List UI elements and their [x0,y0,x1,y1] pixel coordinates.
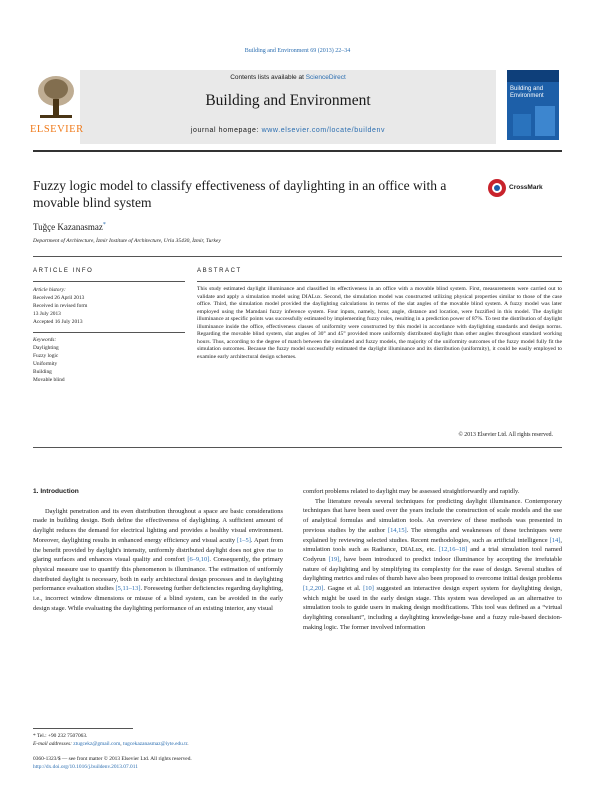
keyword-item: Movable blind [33,376,65,383]
homepage-link[interactable]: www.elsevier.com/locate/buildenv [261,127,386,134]
keywords-rule [33,332,185,333]
article-title: Fuzzy logic model to classify effectiveness of daylighting in an office with a movable blind system [33,178,447,210]
abstract-rule [197,281,562,282]
crossmark-icon [487,178,507,198]
header-rule [33,150,562,152]
citation-link[interactable]: [14] [549,536,561,544]
revised-date: 13 July 2013 [33,311,61,317]
article-info-rule [33,281,185,282]
abstract-text: This study estimated daylight illuminance and classified its effectiveness in an office with a movable blind system. First, measurements were carried out to validate and apply a simulation model using DIALux. Second, the simulation model was constructed utilizing physical properties similar to those of the case office. Third, the simulation model provided the daylighting calculations in terms of the slat angles of the movable blind system. A fuzzy model was later employed using the Mamdani fuzzy inference system. Four inputs, namely, hour, angle, distance and location, were fuzzified in this model. The daylight illuminance at specific points was successfully estimated by implementing fuzzy rules, resulting in a prediction power of 87%. To test the distribution of daylight illuminance inside the office, effectiveness classes of uniformity were constructed by this model in accordance with daylighting standards and design norms. Regarding the movable blind system, slat angles of 30° and 45° provided more uniformly distributed daylight than other angles throughout standard working hours. Thus, according to the degree of match between the simulated and fuzzy models, the majority of the uniformity outcomes of the fuzzy model fully fit the simulation outcomes. Because the fuzzy model successfully estimated the daylight illuminance and its distribution (uniformity), it could be easily employed to examine early architectural design schemes. [197,286,562,360]
footnote-emails: E-mail addresses: ztugcekz@gmail.com, tugcekazanasmaz@iyte.edu.tr. [33,741,189,747]
body-right-column [303,487,562,633]
keyword-item: Building [33,368,52,375]
citation-link[interactable]: [14,15] [387,526,407,534]
keywords-label: Keywords: [33,336,57,343]
footnote-phone: * Tel.: +90 232 7507063. [33,733,88,739]
accepted-date: Accepted 16 July 2013 [33,319,83,325]
sciencedirect-link[interactable]: ScienceDirect [305,74,346,81]
elsevier-tree-logo [34,73,78,121]
article-info-heading: ARTICLE INFO [33,268,94,274]
affiliation-rule [33,256,562,257]
author-footnote [33,732,293,748]
journal-cover-image [507,70,559,140]
keyword-item: Uniformity [33,360,58,367]
article-info-panel [33,286,183,384]
section-heading: 1. Introduction [33,488,79,495]
email-link[interactable]: tugcekazanasmaz@iyte.edu.tr [122,741,188,747]
abstract-copyright: © 2013 Elsevier Ltd. All rights reserved. [458,432,553,438]
journal-citation: Building and Environment 69 (2013) 22–34 [244,48,351,54]
publisher-wordmark: ELSEVIER [30,124,84,135]
revised-label: Received in revised form [33,303,88,309]
crossmark-badge[interactable] [487,178,562,198]
crossmark-label: CrossMark [509,184,543,191]
literature-paragraph: The literature reveals several techniques for predicting daylight illuminance. Contemporary techniques that have been used over the years include the construction of scale models and the use of analytical formulas and simulation tools. An overview of these methods was presented in previous studies by the author [14,15]. The strengths and weaknesses of these techniques were explained by reviewing selected studies. Recent methodologies, such as artificial intelligence [14], simulation tools such as Radiance, DIALux, etc. [12,16–18] and a trial simulation tool named Codyrun [19], have been introduced to predict indoor illuminance by accepting the irrefutable nature of daylighting and by simplifying its complexity for the ease of design. Several studies of daylighting metrics and rules of thumb have also been proposed to overcome initial design problems [1,2,20]. Gagne et al. [10] suggested an interactive design expert system for daylighting design, which might be used in the early design stage. This system was developed as an alternative to simulation tools to guide users in making design modifications. This tool was defined as a “virtual daylighting consultant”, including a daylighting knowledge-base and a fuzzy rule-based decision-making logic. The former involved information [303,497,563,631]
author-footnote-mark[interactable]: * [102,222,106,228]
intro-paragraph: Daylight penetration and its even distribution throughout a space are basic considerations made in building design. Both define the effectiveness of daylighting. A sufficient amount of daylight reduces the demand for electrical lighting and provides a healthy visual environment. Moreover, daylighting results in enhanced energy efficiency and visual acuity [1–5]. Apart from the benefit provided by daylight's intensity, uniformly distributed daylight does not give rise to glaring surfaces and enhances visual quality and comfort [6–9,10]. Consequently, the primary physical measure use to quantify this phenomenon is illuminance. The estimation of uniformly distributed daylight is necessary, both in early architectural design processes and in daylighting performance evaluation studies [5,11–13]. Foreseeing further deficiencies regarding daylighting, i.e., incorrect window dimensions or misuse of a blind system, can be avoided in the early design stage. While evaluating the daylighting performance of an existing interior, any visual [33,507,283,612]
intro-paragraph-continued: comfort problems related to daylight may be assessed straightforwardly and rapidly. [303,488,520,495]
citation-link[interactable]: [10] [363,585,374,593]
abstract-heading: ABSTRACT [197,268,242,274]
abstract-end-rule [33,447,562,448]
doi-link[interactable]: http://dx.doi.org/10.1016/j.buildenv.2013.07.011 [33,763,138,770]
author-affiliation: Department of Architecture, İzmir Institute of Architecture, Urla 35430, İzmir, Turkey [33,238,221,244]
citation-link[interactable]: [1,2,20] [303,585,324,593]
email-link[interactable]: ztugcekz@gmail.com [73,741,121,747]
front-matter-footer [33,756,293,771]
issn-line: 0360-1323/$ — see front matter © 2013 Elsevier Ltd. All rights reserved. [33,756,192,762]
body-left-column [33,487,283,613]
keyword-item: Daylighting [33,344,59,351]
keyword-item: Fuzzy logic [33,352,59,359]
citation-link[interactable]: [6–9,10] [187,556,210,564]
journal-title: Building and Environment [205,92,371,109]
cover-title: Building and Environment [510,86,544,99]
contents-line: Contents lists available at ScienceDirect [230,74,346,81]
journal-homepage: journal homepage: www.elsevier.com/locate/buildenv [190,127,386,134]
received-date: Received 26 April 2013 [33,295,85,301]
citation-link[interactable]: [5,11–13] [115,585,141,593]
citation-link[interactable]: [12,16–18] [438,546,468,554]
author-name: Tuğçe Kazanasmaz* [33,222,106,232]
footnote-rule [33,728,133,729]
history-label: Article history: [33,287,66,293]
citation-link[interactable]: [1–5] [236,536,251,544]
citation-link[interactable]: [19] [328,555,340,563]
